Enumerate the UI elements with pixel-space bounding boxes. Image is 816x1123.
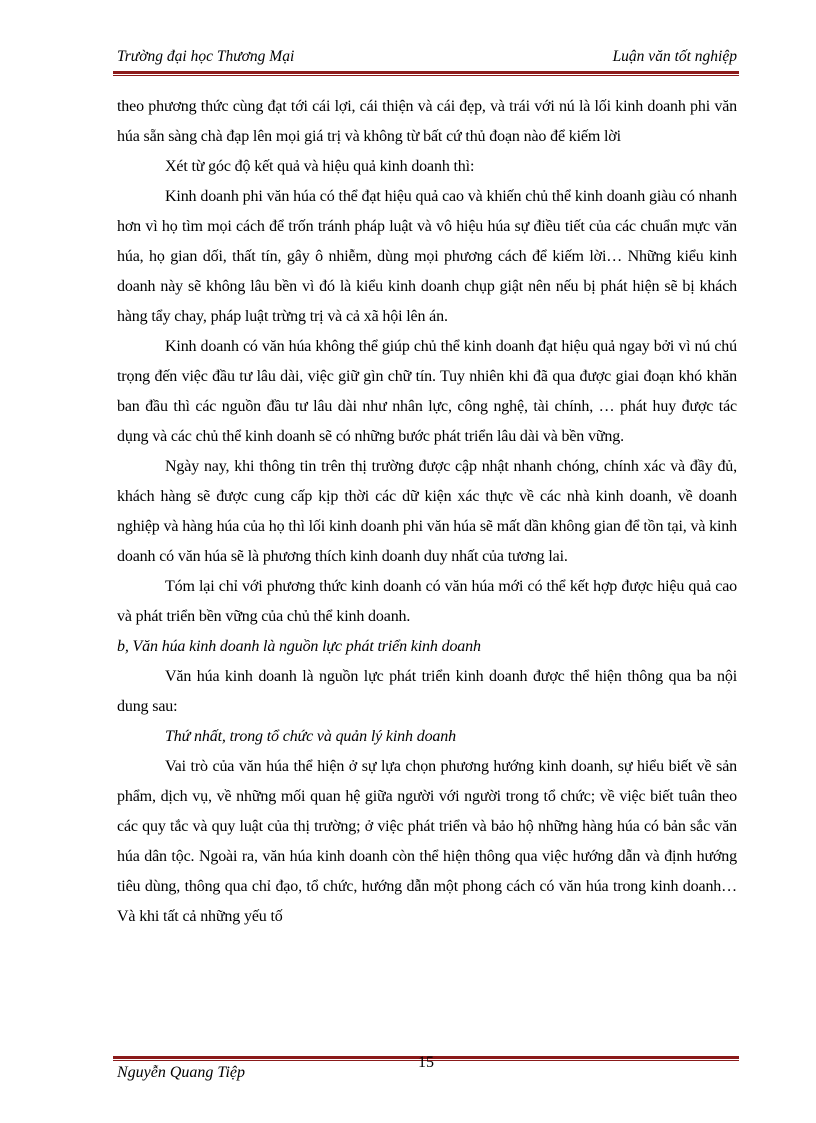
paragraph-uncultured-business: Kinh doanh phi văn húa có thể đạt hiệu quả cao và khiến chủ thể kinh doanh giàu có nhanh hơn vì họ tìm mọi cách để trốn tránh pháp luật và vô hiệu húa sự điều tiết của các chuẩn mực văn húa, họ gian dối, thất tín, gây ô nhiễm, dùng mọi phương cách để kiếm lời… Những kiểu kinh doanh này sẽ không lâu bền vì đó là kiểu kinh doanh chụp giật nên nếu bị phát hiện sẽ bị khách hàng tẩy chay, pháp luật trừng trị và cả xã hội lên án. [117, 188, 737, 325]
page-body [117, 92, 737, 932]
footer-author: Nguyễn Quang Tiệp [117, 1064, 245, 1081]
paragraph-section-b-intro: Văn húa kinh doanh là nguồn lực phát triển kinh doanh được thể hiện thông qua ba nội dung sau: [117, 668, 737, 715]
paragraph-nowadays: Ngày nay, khi thông tin trên thị trường được cập nhật nhanh chóng, chính xác và đầy đủ, khách hàng sẽ được cung cấp kịp thời các dữ kiện xác thực về các nhà kinh doanh, về doanh nghiệp và hàng húa của họ thì lối kinh doanh phi văn húa sẽ mất dần không gian để tồn tại, và kinh doanh có văn húa sẽ là phương thích kinh doanh duy nhất của tương lai. [117, 458, 737, 565]
page-number: 15 [418, 1054, 434, 1071]
subheading-first: Thứ nhất, trong tổ chức và quản lý kinh doanh [165, 728, 456, 745]
paragraph-role-of-culture: Vai trò của văn húa thể hiện ở sự lựa chọn phương hướng kinh doanh, sự hiểu biết về sản phẩm, dịch vụ, về những mối quan hệ giữa người với người trong tổ chức; về việc biết tuân theo các quy tắc và quy luật của thị trường; ở việc phát triển và bảo hộ những hàng húa có bản sắc văn húa dân tộc. Ngoài ra, văn húa kinh doanh còn thể hiện thông qua việc hướng dẫn và định hướng tiêu dùng, thông qua chỉ đạo, tổ chức, hướng dẫn một phong cách có văn húa trong kinh doanh… Và khi tất cả những yếu tố [117, 758, 737, 925]
header-university: Trường đại học Thương Mại [117, 48, 295, 65]
paragraph-results-intro: Xét từ góc độ kết quả và hiệu quả kinh doanh thì: [165, 158, 475, 175]
page-header [113, 44, 739, 72]
header-document-type: Luận văn tốt nghiệp [612, 48, 737, 65]
paragraph-conclusion: Tóm lại chỉ với phương thức kinh doanh có văn húa mới có thể kết hợp được hiệu quả cao và phát triển bền vững của chủ thể kinh doanh. [117, 578, 737, 625]
header-rule-thick [113, 71, 739, 74]
paragraph-continuation: theo phương thức cùng đạt tới cái lợi, cái thiện và cái đẹp, và trái với nú là lối kinh doanh phi văn húa sẵn sàng chà đạp lên mọi giá trị và không từ bất cứ thủ đoạn nào để kiếm lời [117, 98, 737, 145]
section-b-heading: b, Văn húa kinh doanh là nguồn lực phát triển kinh doanh [117, 638, 481, 655]
header-rule-thin [113, 75, 739, 76]
paragraph-cultured-business: Kinh doanh có văn húa không thể giúp chủ thể kinh doanh đạt hiệu quả ngay bởi vì nú chú trọng đến việc đầu tư lâu dài, việc giữ gìn chữ tín. Tuy nhiên khi đã qua được giai đoạn khó khăn ban đầu thì các nguồn đầu tư lâu dài như nhân lực, công nghệ, tài chính, … phát huy được tác dụng và các chủ thể kinh doanh sẽ có những bước phát triển lâu dài và bền vững. [117, 338, 737, 445]
